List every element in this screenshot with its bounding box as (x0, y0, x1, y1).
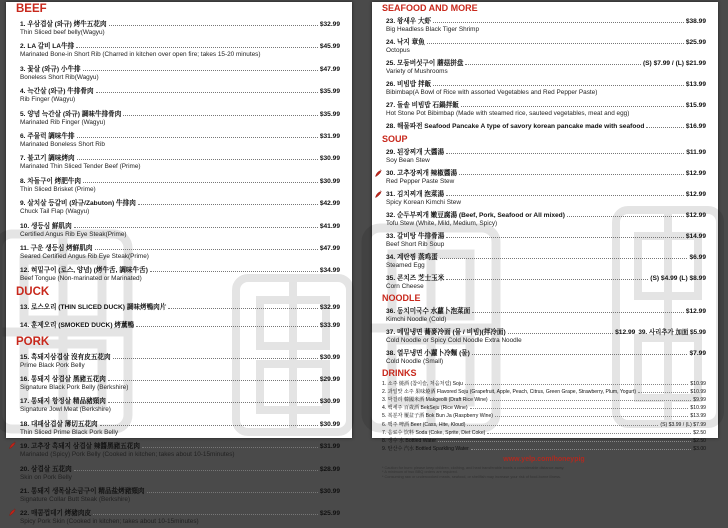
menu-item-name: 30. 고추장찌개 辣椒醬湯 (386, 170, 458, 177)
menu-item-row (20, 195, 340, 207)
menu-item (16, 173, 340, 195)
menu-item-name: 17. 통돼지 항정살 精品豬頸肉 (20, 398, 106, 406)
drink-row (382, 428, 706, 436)
menu-item-name: 27. 돌솥 비빔밥 石鍋拌飯 (386, 102, 459, 109)
menu-item-price: $13.99 (685, 81, 706, 88)
menu-item (16, 61, 340, 83)
menu-content-left (16, 2, 340, 528)
menu-item-description: Prime Black Pork Belly (20, 361, 85, 369)
menu-item-name: 36. 동치미국수 水蘿卜泡菜面 (386, 308, 471, 315)
dotted-leader (446, 195, 684, 196)
drink-row (382, 444, 706, 452)
menu-item-description: Spicy Korean Kimchi Stew (386, 199, 461, 206)
menu-content-right (382, 2, 706, 480)
menu-item (16, 106, 340, 128)
menu-item-description: Rib Finger (Wagyu) (20, 96, 76, 104)
menu-item-row (20, 38, 340, 50)
menu-item-row (20, 483, 340, 495)
menu-item-price: $6.99 (689, 254, 706, 261)
dotted-leader (77, 159, 318, 160)
menu-item-name: 18. 대패삼겹살 薄切五花肉 (20, 420, 98, 428)
dotted-leader (446, 153, 684, 154)
menu-item-name: 19. 고추장 흑돼지 삼겹살 辣醬黑豬五花肉 (20, 443, 140, 451)
menu-item-row (20, 299, 340, 311)
dotted-leader (470, 408, 689, 409)
menu-item-name: 6. 주물럭 調味牛排 (20, 132, 75, 140)
dotted-leader (467, 425, 658, 426)
menu-item-row (20, 128, 340, 140)
menu-item-row (20, 240, 340, 252)
menu-item (382, 346, 706, 367)
menu-item (16, 349, 340, 371)
menu-item-description: Marinated Thin Sliced Tender Beef (Prime) (20, 163, 141, 171)
menu-item-price: $15.99 (685, 102, 706, 109)
section-heading: SEAFOOD AND MORE (382, 3, 478, 13)
menu-item-description: Signature Black Pork Belly (Berkshire) (20, 384, 129, 392)
menu-item-row (386, 325, 706, 336)
menu-item-name: 13. 로스오리 (THIN SLICED DUCK) 調味烤鴨肉片 (20, 303, 167, 311)
menu-item-price: $30.99 (319, 420, 340, 428)
menu-item-price: $32.99 (319, 21, 340, 28)
menu-item (16, 128, 340, 150)
dotted-leader (459, 174, 684, 175)
menu-item-name: 12. 혀밑구이 (로스, 양념) (烤牛舌, 調味牛舌) (20, 267, 148, 275)
drink-price: $9.99 (693, 397, 706, 404)
menu-item-row (386, 56, 706, 67)
menu-item-description: Thin Sliced beef belly(Wagyu) (20, 29, 105, 36)
menu-item-name: 5. 양념 늑간살 (와규) 調味牛排骨肉 (20, 110, 122, 118)
menu-item-name: 35. 콘치즈 芝士玉米 (386, 275, 445, 282)
menu-item (382, 250, 706, 271)
menu-item-row (386, 145, 706, 156)
chili-pepper-icon (9, 508, 16, 516)
menu-item-description: Bibimbap(A Bowl of Rice with assorted Vegetables and Red Pepper Paste) (386, 89, 598, 96)
section-heading: NOODLE (382, 293, 421, 303)
menu-item-price: $25.99 (319, 510, 340, 518)
menu-item-price: $41.99 (319, 222, 340, 230)
menu-item-name: 26. 비빔밥 拌飯 (386, 81, 432, 88)
drink-name: 9. 탄산수 汽水 Bottled Sparkling Water (382, 445, 469, 452)
dotted-leader (438, 441, 691, 442)
menu-item-price: $45.99 (319, 43, 340, 51)
drink-price: $3.00 (693, 445, 706, 452)
dotted-leader (567, 216, 684, 217)
drink-name: 2. 과일맛 소주 果味燒酒 Flavored Soju (Grapefruit, Apple, Peach, Citrus, Green Grape, Strawberry, Plum, Yogurt) (382, 389, 637, 396)
chili-pepper-icon (9, 441, 16, 449)
menu-item-price: $12.99 (685, 212, 706, 219)
menu-item-price: $34.99 (319, 267, 340, 275)
menu-item (382, 187, 706, 208)
dotted-leader (113, 358, 318, 359)
menu-item-description: Steamed Egg (386, 262, 425, 269)
menu-item-description: Red Pepper Paste Stew (386, 178, 455, 185)
menu-item (382, 56, 706, 77)
menu-item-price: $12.99 (685, 170, 706, 177)
menu-item-row (20, 173, 340, 185)
chili-pepper-icon (375, 169, 382, 177)
menu-item-description: Spicy Pork Skin (Cooked in kitchen; takes about 10-15minutes) (20, 518, 199, 526)
menu-item-description: Thin Sliced Prime Black Pork Belly (20, 428, 119, 436)
menu-item-row (386, 346, 706, 357)
menu-item-price: $32.99 (319, 303, 340, 311)
drink-name: 5. 복분자 覆盆子酒 Bok Bun Ja (Raspberry Wine) (382, 413, 494, 420)
menu-item (382, 98, 706, 119)
menu-item-row (20, 416, 340, 428)
menu-item-description: Hot Stone Pot Bibimbap (Made with steamed rice, sauteed vegetables, meat and egg) (386, 110, 630, 117)
menu-item (16, 150, 340, 172)
menu-item-price: $38.99 (685, 18, 706, 25)
menu-item-name: 23. 왕새우 大虾 (386, 18, 432, 25)
dotted-leader (471, 449, 691, 450)
menu-item-price: $35.99 (319, 88, 340, 96)
menu-item-name: 31. 김치찌개 泡菜湯 (386, 191, 445, 198)
menu-item-price: $16.99 (685, 123, 706, 130)
dotted-leader (487, 433, 691, 434)
menu-item (16, 262, 340, 284)
drink-price: $2.50 (693, 429, 706, 436)
menu-item-price: $31.99 (319, 443, 340, 451)
menu-item-description: Thin Sliced Brisket (Prime) (20, 185, 96, 193)
menu-item-row (386, 187, 706, 198)
menu-item-row (386, 35, 706, 46)
dotted-leader (472, 312, 684, 313)
menu-item (382, 271, 706, 292)
menu-item (382, 35, 706, 56)
menu-item-description: Soy Bean Stew (386, 157, 430, 164)
menu-item-name: 8. 차돌구이 烤肥牛肉 (20, 177, 82, 185)
website-url: www.yelp.com/honeypig (503, 455, 585, 463)
dotted-leader (93, 514, 318, 515)
menu-item-name: 14. 훈제오리 (SMOKED DUCK) 烤薰鴨 (20, 321, 135, 329)
menu-item-price: $35.99 (319, 110, 340, 118)
menu-item-row (20, 349, 340, 361)
section-heading: PORK (16, 335, 50, 348)
drink-name: 8. 생수 水 Bottled Water (382, 437, 437, 444)
dotted-leader (446, 279, 648, 280)
menu-item (16, 16, 340, 38)
menu-item-row (386, 166, 706, 177)
menu-item-row (20, 83, 340, 95)
dotted-leader (74, 227, 318, 228)
menu-item (382, 325, 706, 346)
dotted-leader (433, 85, 684, 86)
section-heading: BEEF (16, 3, 47, 15)
menu-item (16, 299, 340, 317)
dotted-leader (76, 47, 318, 48)
menu-item (382, 304, 706, 325)
menu-item-price: $47.99 (319, 244, 340, 252)
menu-item-price: $31.99 (319, 132, 340, 140)
dotted-leader (83, 182, 318, 183)
menu-item-name: 9. 살치살 등갈비 (와규/Zabuton) 牛排肉 (20, 200, 136, 208)
dotted-leader (150, 271, 318, 272)
menu-item-extra: 39. 사리추가 加面 $5.99 (638, 329, 706, 336)
menu-item-price: $14.99 (685, 233, 706, 240)
section-heading: DUCK (16, 285, 50, 298)
menu-item-description: Beef Short Rib Soup (386, 241, 445, 248)
drink-price: (S) $3.99 / (L) $7.99 (660, 421, 706, 428)
menu-item-description: Marinated Rib Finger (Wagyu) (20, 118, 106, 126)
drink-row (382, 419, 706, 427)
drink-name: 6. 맥주 啤酒 Beer (Cass, Hite, Kloud) (382, 421, 466, 428)
chili-pepper-icon (375, 190, 382, 198)
menu-item-price: $30.99 (319, 155, 340, 163)
menu-item-description: Signature Jowl Meat (Berkshire) (20, 406, 111, 414)
dotted-leader (465, 384, 689, 385)
menu-item-name: 38. 열무냉면 小蘿卜冷麵 (물) (386, 350, 470, 357)
menu-item-description: Beef Tongue (Non-marinated or Marinated) (20, 275, 142, 283)
dotted-leader (446, 237, 684, 238)
menu-item-description: Marinated Bone-in Short Rib (Charred in kitchen over open fire; takes 15-20 minutes) (20, 51, 261, 59)
menu-item-name: 15. 흑돼지삼겹살 沒有皮五花肉 (20, 353, 111, 361)
menu-item-price: $33.99 (319, 321, 340, 329)
menu-item-price: $30.99 (319, 398, 340, 406)
menu-item-row (386, 304, 706, 315)
section-heading: DRINKS (382, 368, 417, 378)
menu-item-name: 33. 갈비탕 牛排骨湯 (386, 233, 445, 240)
menu-item-row (386, 77, 706, 88)
dotted-leader (427, 43, 684, 44)
drink-name: 1. 소주 燒酒 (참이슬, 처음처럼) Soju (382, 381, 463, 388)
dotted-leader (433, 22, 684, 23)
fine-print-note: * Consuming raw or undercooked meats, seafood, or shellfish may increase your risk of food-borne illness. (382, 475, 561, 480)
menu-item-price: $28.99 (319, 465, 340, 473)
drink-price: $2.50 (693, 437, 706, 444)
menu-item-name: 20. 삼겹살 五花肉 (20, 465, 72, 473)
menu-item-price: $47.99 (319, 65, 340, 73)
dotted-leader (136, 326, 318, 327)
menu-item-description: Boneless Short Rib(Wagyu) (20, 73, 99, 81)
menu-item-row (20, 393, 340, 405)
menu-item (382, 14, 706, 35)
menu-item-row (20, 461, 340, 473)
menu-item (16, 83, 340, 105)
menu-item-row (20, 16, 340, 28)
menu-item-row (20, 317, 340, 329)
menu-item-price: $12.99 (685, 191, 706, 198)
menu-item-price: $25.99 (685, 39, 706, 46)
dotted-leader (96, 92, 318, 93)
dotted-leader (100, 425, 318, 426)
menu-item-row (20, 61, 340, 73)
dotted-leader (440, 258, 688, 259)
menu-item (382, 166, 706, 187)
drink-row (382, 379, 706, 387)
menu-item-description: Variety of Mushrooms (386, 68, 448, 75)
menu-item-row (20, 262, 340, 274)
drink-row (382, 387, 706, 395)
menu-item-name: 21. 통돼지 생목살소금구이 精品盐烤豬頸肉 (20, 488, 145, 496)
menu-item (382, 208, 706, 229)
menu-item-row (386, 229, 706, 240)
menu-item (382, 229, 706, 250)
dotted-leader (461, 106, 684, 107)
menu-item-description: Skin on Pork Belly (20, 473, 72, 481)
menu-item-description: Octopus (386, 47, 410, 54)
menu-item-name: 2. LA 갈비 LA牛排 (20, 43, 75, 51)
dotted-leader (495, 416, 688, 417)
menu-item-description: Signature Collar Butt Steak (Berkshire) (20, 496, 131, 504)
fine-print-note: * A minimum of two BBQ orders are required. (382, 470, 458, 475)
dotted-leader (123, 115, 317, 116)
menu-item (16, 483, 340, 505)
menu-item-price: (S) $4.99 (L) $8.99 (650, 275, 706, 282)
menu-item-description: Certified Angus Rib Eye Steak(Prime) (20, 230, 127, 238)
menu-item (382, 77, 706, 98)
menu-item-name: 32. 순두부찌개 嫩豆腐湯 (Beef, Pork, Seafood or All mixed) (386, 212, 565, 219)
dotted-leader (638, 392, 688, 393)
menu-item-name: 3. 꽃살 (와규) 小牛排 (20, 65, 81, 73)
dotted-leader (74, 470, 318, 471)
dotted-leader (465, 64, 641, 65)
dotted-leader (108, 380, 318, 381)
menu-page-left (6, 2, 352, 526)
menu-item (16, 317, 340, 335)
menu-item-description: Seared Certified Angus Rib Eye Steak(Prime) (20, 252, 149, 260)
menu-item-description: Cold Noodle (Small) (386, 358, 444, 365)
dotted-leader (95, 249, 318, 250)
menu-item-name: 24. 낙지 章魚 (386, 39, 425, 46)
menu-item (382, 119, 706, 133)
dotted-leader (109, 25, 318, 26)
menu-item (16, 416, 340, 438)
menu-item-description: Corn Cheese (386, 283, 424, 290)
menu-item-name: 22. 매콤껍데기 烤豬肉皮 (20, 510, 92, 518)
menu-item-row (20, 505, 340, 517)
menu-item (16, 218, 340, 240)
dotted-leader (490, 400, 692, 401)
menu-item-description: Kimchi Noodle (Cold) (386, 316, 447, 323)
menu-item-name: 25. 모둠버섯구이 蘑菇拼盘 (386, 60, 464, 67)
menu-item-price: $30.99 (319, 488, 340, 496)
menu-item-name: 34. 계란찜 蒸鸡蛋 (386, 254, 438, 261)
dotted-leader (108, 402, 318, 403)
menu-item-name: 10. 생등심 鮮肌肉 (20, 222, 72, 230)
menu-item (16, 371, 340, 393)
menu-item-price: $7.99 (689, 350, 706, 357)
dotted-leader (646, 127, 683, 128)
menu-item-description: Marinated (Spicy) Pork Belly (Cooked in kitchen; takes about 10-15minutes) (20, 451, 235, 459)
menu-item-name: 37. 메밀냉면 蕎麥冷面 (물 / 비빔)(拌冷面) (386, 329, 506, 336)
menu-item-row (20, 371, 340, 383)
menu-item-row (386, 14, 706, 25)
dotted-leader (83, 70, 318, 71)
dotted-leader (508, 333, 613, 334)
menu-page-right (372, 2, 718, 480)
menu-item-price: $11.99 (686, 149, 706, 156)
menu-item-row (386, 271, 706, 282)
menu-item-name: 4. 늑간살 (와규) 牛排骨肉 (20, 88, 94, 96)
dotted-leader (142, 447, 318, 448)
menu-item (16, 438, 340, 460)
menu-item (16, 505, 340, 527)
menu-item-price: $30.99 (319, 177, 340, 185)
dotted-leader (472, 354, 688, 355)
menu-item-price: $12.99 (685, 308, 706, 315)
menu-item-description: Cold Noodle or Spicy Cold Noodle Extra Noodle (386, 337, 522, 344)
menu-item-row (386, 119, 706, 130)
menu-item-price: $42.99 (319, 200, 340, 208)
drink-name: 3. 막걸리 韓國米酒 Makgeolli (Draft Rice Wine) (382, 397, 488, 404)
menu-item-description: Marinated Boneless Short Rib (20, 140, 105, 148)
menu-item-description: Tofu Stew (White, Mild, Medium, Spicy) (386, 220, 498, 227)
fine-print-note: * Caution for burn: please keep children, clothing, and heat transferable bowls a considerable distance away. (382, 465, 565, 470)
drink-row (382, 403, 706, 411)
drink-price: $10.99 (690, 405, 706, 412)
menu-item-name: 11. 구운 생등심 烤鮮肌肉 (20, 244, 93, 252)
menu-item-name: 16. 통돼지 삼겹살 黑豬五花肉 (20, 376, 106, 384)
drink-name: 4. 백세주 百歲酒 BekSeju (Rice Wine) (382, 405, 468, 412)
drink-name: 7. 음료수 饮料 Soda (Coke, Sprite, Diet Coke) (382, 429, 486, 436)
menu-item-row (20, 150, 340, 162)
menu-item-name: 29. 된장찌개 大醬湯 (386, 149, 445, 156)
menu-item (382, 145, 706, 166)
menu-item (16, 38, 340, 60)
menu-item-price: $12.99 (615, 329, 636, 336)
drinks-section (382, 367, 706, 452)
menu-item (16, 195, 340, 217)
menu-item-row (20, 218, 340, 230)
drink-price: $10.99 (690, 389, 706, 396)
dotted-leader (138, 204, 318, 205)
menu-item-description: Big Headless Black Tiger Shrimp (386, 26, 480, 33)
menu-item-row (386, 250, 706, 261)
menu-item-row (20, 438, 340, 450)
menu-item-row (20, 106, 340, 118)
menu-item-name: 1. 우삼겹살 (와규) 烤牛五花肉 (20, 21, 107, 28)
dotted-leader (147, 492, 318, 493)
drink-row (382, 411, 706, 419)
menu-item-row (386, 208, 706, 219)
dotted-leader (77, 137, 318, 138)
menu-item (16, 240, 340, 262)
menu-item-price: $29.99 (319, 376, 340, 384)
menu-item (16, 461, 340, 483)
menu-item-price: (S) $7.99 / (L) $21.99 (642, 60, 706, 67)
drink-price: $10.99 (690, 381, 706, 388)
menu-item-price: $30.99 (319, 353, 340, 361)
menu-item-name: 28. 해물파전 Seafood Pancake A type of savory korean pancake made with seafood (386, 123, 645, 130)
menu-item-description: Chuck Tail Flap (Wagyu) (20, 208, 90, 216)
menu-item-row (386, 98, 706, 109)
drink-row (382, 436, 706, 444)
section-heading: SOUP (382, 134, 408, 144)
menu-item-name: 7. 불고기 調味烤肉 (20, 155, 75, 163)
drink-row (382, 395, 706, 403)
menu-item (16, 393, 340, 415)
drink-price: $13.99 (690, 413, 706, 420)
dotted-leader (168, 308, 317, 309)
